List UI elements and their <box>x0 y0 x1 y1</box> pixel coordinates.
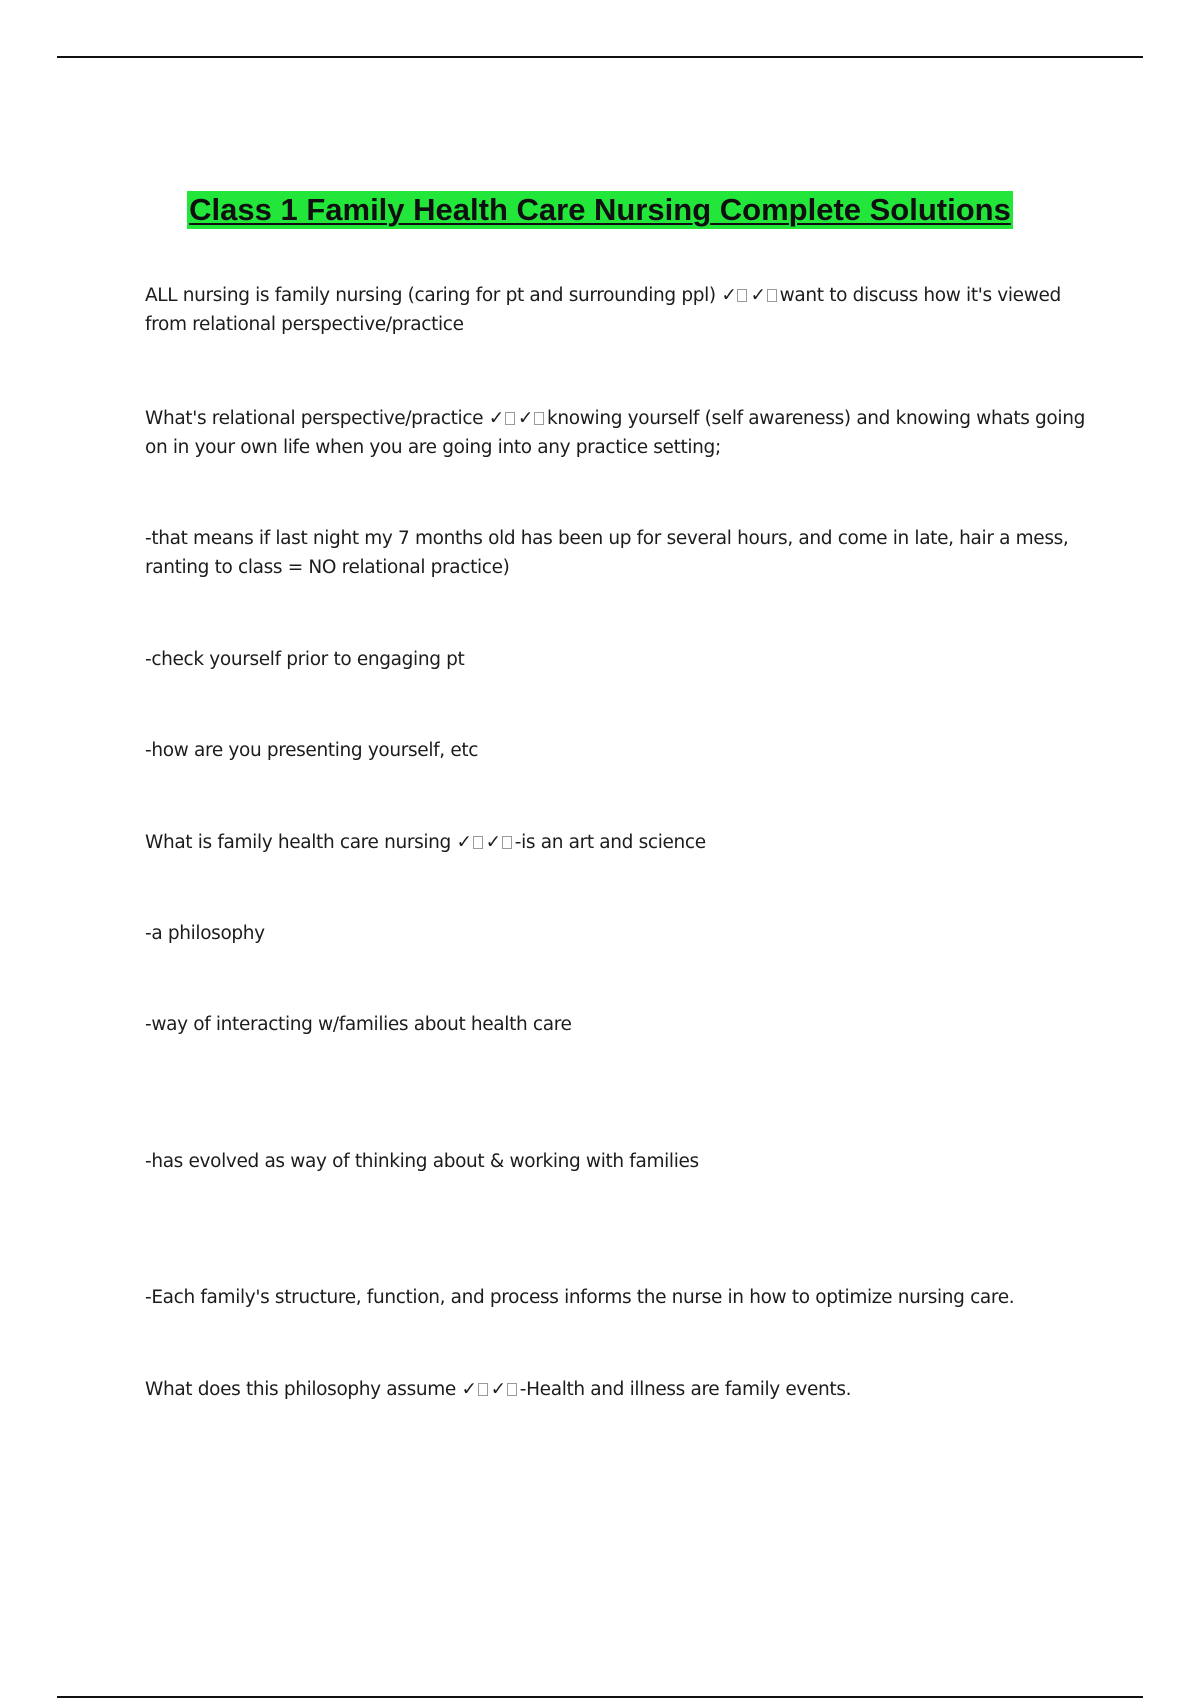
check-icon: ✓ <box>456 832 472 853</box>
missing-glyph-icon <box>478 1383 488 1396</box>
question-text: What does this philosophy assume <box>145 1379 456 1400</box>
title-block <box>0 191 1200 229</box>
text-paragraph: -way of interacting w/families about health care <box>145 1014 572 1035</box>
missing-glyph-icon <box>534 412 544 425</box>
check-icon: ✓ <box>517 408 534 429</box>
missing-glyph-icon <box>502 836 512 849</box>
check-icon: ✓ <box>485 832 501 853</box>
answer-text: -Health and illness are family events. <box>519 1379 852 1400</box>
answer-text: -is an art and science <box>514 832 706 853</box>
missing-glyph-icon <box>737 289 747 302</box>
answer-text: want to discuss how it's viewed from relational perspective/practice <box>145 285 1061 335</box>
qa-paragraph <box>145 1375 1090 1404</box>
qa-paragraph <box>145 281 1090 339</box>
text-paragraph: -a philosophy <box>145 923 265 944</box>
missing-glyph-icon <box>507 1383 517 1396</box>
text-paragraph: -how are you presenting yourself, etc <box>145 740 479 761</box>
qa-paragraph <box>145 828 1090 857</box>
text-paragraph: -check yourself prior to engaging pt <box>145 649 465 670</box>
text-paragraph: -that means if last night my 7 months old has been up for several hours, and come in late, hair a mess, ranting to class = NO relational practice) <box>145 528 1069 578</box>
missing-glyph-icon <box>473 836 483 849</box>
question-text: ALL nursing is family nursing (caring for pt and surrounding ppl) <box>145 285 716 306</box>
document-title: Class 1 Family Health Care Nursing Complete Solutions <box>189 192 1011 227</box>
missing-glyph-icon <box>767 289 777 302</box>
text-paragraph: -Each family's structure, function, and process informs the nurse in how to optimize nursing care. <box>145 1287 1015 1308</box>
check-icon: ✓ <box>461 1379 477 1400</box>
missing-glyph-icon <box>505 412 515 425</box>
check-icon: ✓ <box>750 285 766 306</box>
text-paragraph: -has evolved as way of thinking about & working with families <box>145 1151 699 1172</box>
check-icon: ✓ <box>488 408 504 429</box>
question-text: What is family health care nursing <box>145 832 451 853</box>
header-rule <box>57 56 1143 58</box>
check-icon: ✓ <box>490 1379 506 1400</box>
question-text: What's relational perspective/practice <box>145 408 484 429</box>
check-icon: ✓ <box>721 285 737 306</box>
qa-paragraph <box>145 404 1090 462</box>
answer-text: knowing yourself (self awareness) and knowing whats going on in your own life when you are going into any practice setting; <box>145 408 1085 458</box>
footer-rule <box>57 1696 1143 1698</box>
